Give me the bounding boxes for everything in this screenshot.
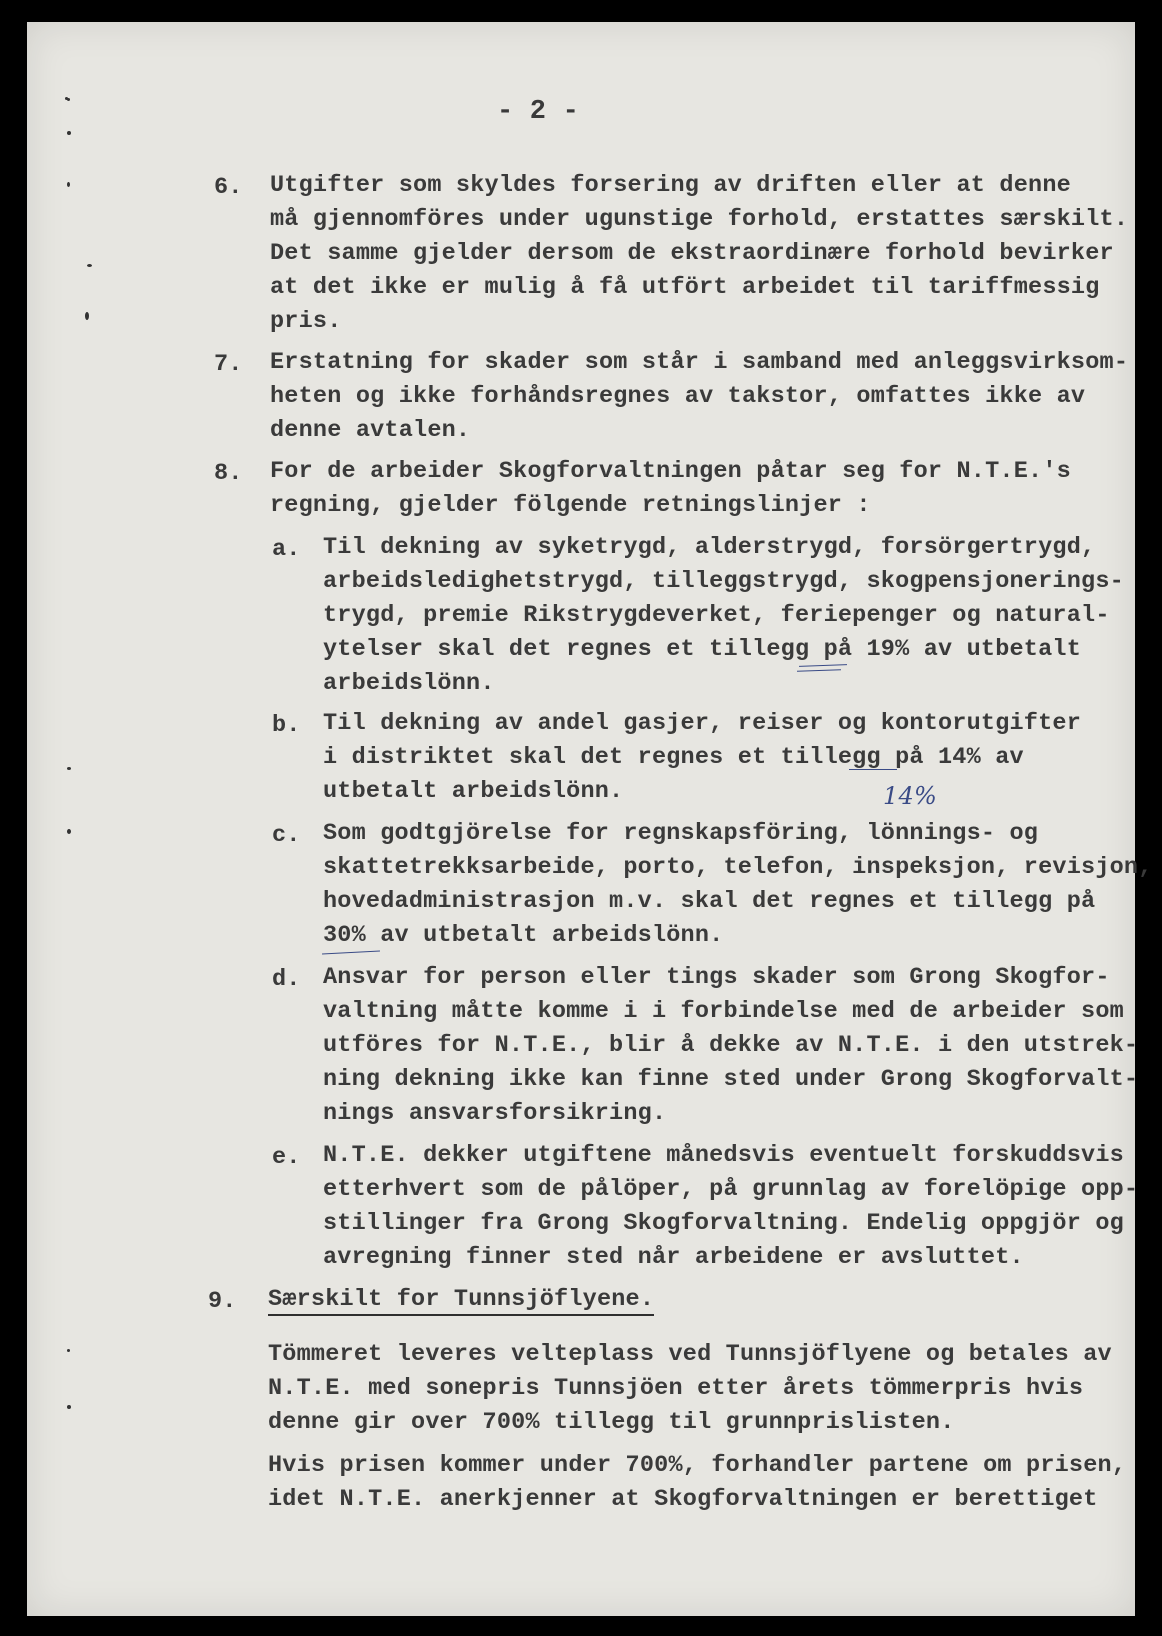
item-line: Utgifter som skyldes forsering av driften eller at denne bbox=[270, 172, 1071, 199]
item-line: denne avtalen. bbox=[270, 417, 471, 444]
subitem-line: avregning finner sted når arbeidene er avsluttet. bbox=[323, 1244, 1024, 1271]
item-line: regning, gjelder fölgende retningslinjer : bbox=[270, 492, 871, 519]
subitem-letter: a. bbox=[272, 536, 301, 563]
subitem-line: valtning måtte komme i i forbindelse med de arbeider som bbox=[323, 998, 1124, 1025]
subitem-line: hovedadministrasjon m.v. skal det regnes et tillegg på bbox=[323, 888, 1096, 915]
subitem-line: N.T.E. dekker utgiftene månedsvis eventuelt forskuddsvis bbox=[323, 1142, 1124, 1169]
subitem-letter: b. bbox=[272, 712, 301, 739]
subitem-line: arbeidsledighetstrygd, tilleggstrygd, skogpensjonerings- bbox=[323, 568, 1124, 595]
paragraph-line: denne gir over 700% tillegg til grunnprislisten. bbox=[268, 1409, 955, 1436]
handwritten-underline bbox=[797, 669, 841, 672]
handwritten-underline bbox=[799, 664, 847, 667]
margin-mark bbox=[67, 767, 71, 770]
item-line: heten og ikke forhåndsregnes av takstor, omfattes ikke av bbox=[270, 383, 1086, 410]
document-page bbox=[27, 22, 1153, 1616]
paragraph-line: Tömmeret leveres velteplass ved Tunnsjöflyene og betales av bbox=[268, 1341, 1112, 1368]
item-line: Erstatning for skader som står i samband med anleggsvirksom- bbox=[270, 349, 1129, 376]
subitem-line: skattetrekksarbeide, porto, telefon, inspeksjon, revisjon, bbox=[323, 854, 1153, 881]
subitem-line: arbeidslönn. bbox=[323, 670, 495, 697]
margin-mark bbox=[87, 264, 92, 267]
section-heading: Særskilt for Tunnsjöflyene. bbox=[268, 1288, 654, 1316]
paragraph-line: Hvis prisen kommer under 700%, forhandler partene om prisen, bbox=[268, 1452, 1127, 1479]
paragraph-line: idet N.T.E. anerkjenner at Skogforvaltningen er berettiget bbox=[268, 1486, 1098, 1513]
subitem-line: i distriktet skal det regnes et tillegg på 14% av bbox=[323, 744, 1024, 771]
subitem-line: Som godtgjörelse for regnskapsföring, lönnings- og bbox=[323, 820, 1039, 847]
subitem-line: trygd, premie Rikstrygdeverket, feriepenger og natural- bbox=[323, 602, 1110, 629]
item-number: 8. bbox=[214, 460, 243, 487]
handwritten-underline bbox=[322, 950, 380, 954]
subitem-letter: e. bbox=[272, 1144, 301, 1171]
subitem-line: Til dekning av syketrygd, alderstrygd, forsörgertrygd, bbox=[323, 534, 1096, 561]
margin-mark bbox=[67, 1405, 71, 1409]
subitem-line: stillinger fra Grong Skogforvaltning. Endelig oppgjör og bbox=[323, 1210, 1124, 1237]
subitem-line: ning dekning ikke kan finne sted under Grong Skogforvalt- bbox=[323, 1066, 1139, 1093]
page-number: - 2 - bbox=[497, 97, 580, 127]
subitem-line: nings ansvarsforsikring. bbox=[323, 1100, 667, 1127]
subitem-letter: d. bbox=[272, 966, 301, 993]
margin-mark bbox=[67, 98, 70, 101]
item-line: at det ikke er mulig å få utfört arbeidet til tariffmessig bbox=[270, 274, 1100, 301]
margin-mark bbox=[67, 1349, 70, 1352]
item-line: For de arbeider Skogforvaltningen påtar seg for N.T.E.'s bbox=[270, 458, 1071, 485]
subitem-line: ytelser skal det regnes et tillegg på 19% av utbetalt bbox=[323, 636, 1082, 663]
item-line: må gjennomföres under ugunstige forhold, erstattes særskilt. bbox=[270, 206, 1129, 233]
typed-letter-page bbox=[27, 22, 1153, 1616]
item-number: 6. bbox=[214, 174, 243, 201]
margin-mark bbox=[67, 182, 70, 187]
subitem-line: utföres for N.T.E., blir å dekke av N.T.E. i den utstrek- bbox=[323, 1032, 1139, 1059]
margin-mark bbox=[85, 312, 89, 320]
item-number: 9. bbox=[208, 1288, 237, 1315]
subitem-line: etterhvert som de pålöper, på grunnlag av forelöpige opp- bbox=[323, 1176, 1139, 1203]
item-number: 7. bbox=[214, 351, 243, 378]
paragraph-line: N.T.E. med sonepris Tunnsjöen etter årets tömmerpris hvis bbox=[268, 1375, 1084, 1402]
subitem-line: utbetalt arbeidslönn. bbox=[323, 778, 624, 805]
handwritten-note: 14% bbox=[883, 782, 937, 810]
item-line: Det samme gjelder dersom de ekstraordinære forhold bevirker bbox=[270, 240, 1114, 267]
subitem-line: 30% av utbetalt arbeidslönn. bbox=[323, 922, 724, 949]
margin-mark bbox=[67, 829, 71, 834]
subitem-line: Ansvar for person eller tings skader som Grong Skogfor- bbox=[323, 964, 1110, 991]
handwritten-underline bbox=[849, 769, 897, 770]
subitem-line: Til dekning av andel gasjer, reiser og kontorutgifter bbox=[323, 710, 1082, 737]
subitem-letter: c. bbox=[272, 822, 301, 849]
item-line: pris. bbox=[270, 308, 342, 335]
margin-mark bbox=[67, 131, 71, 135]
